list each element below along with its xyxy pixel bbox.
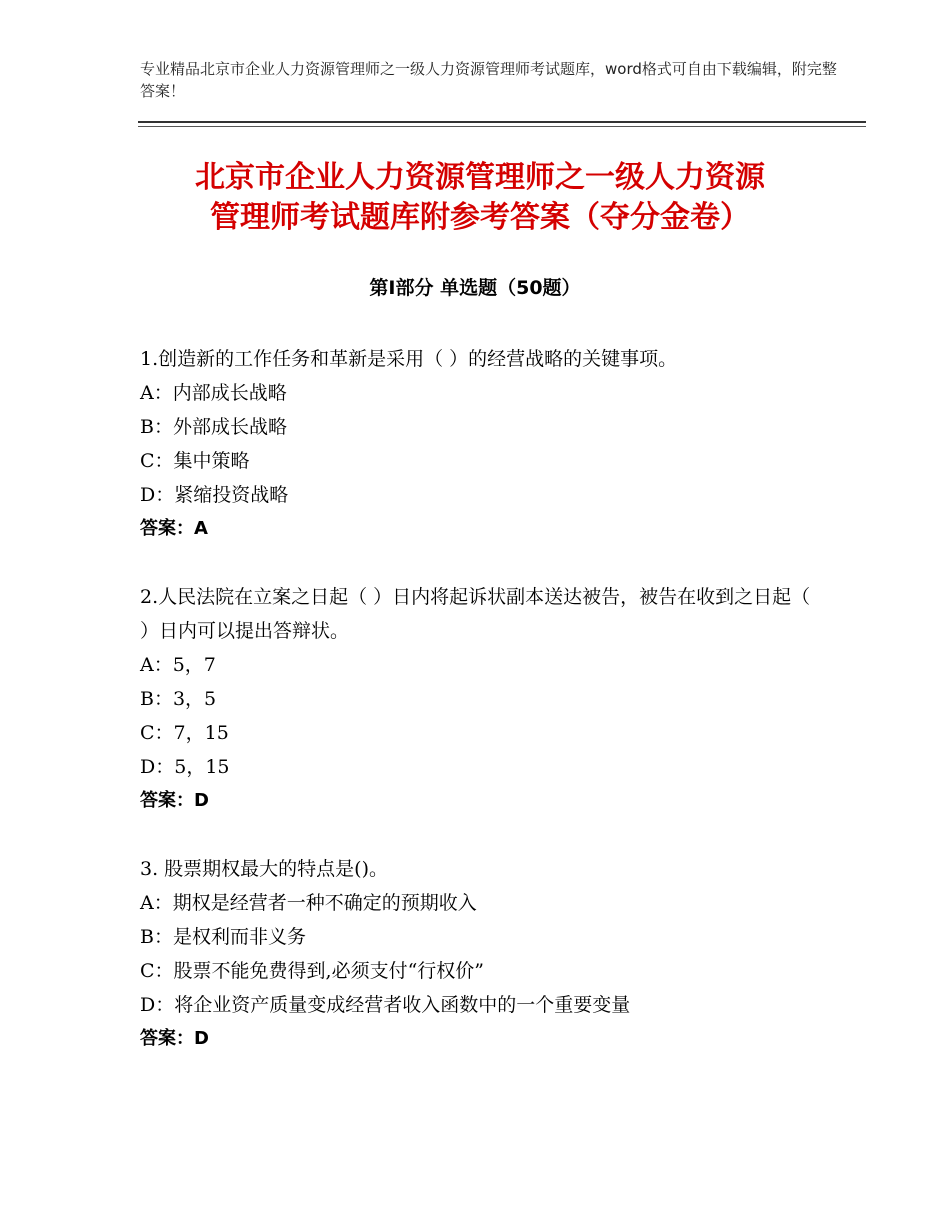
answer-label: 答案：A	[140, 518, 208, 539]
answer-label: 答案：D	[140, 790, 209, 811]
question-3	[140, 852, 820, 1056]
question-stem: 1.创造新的工作任务和革新是采用（ ）的经营战略的关键事项。	[140, 348, 678, 370]
option-d: D：将企业资产质量变成经营者收入函数中的一个重要变量	[140, 994, 631, 1016]
option-b: B：3，5	[140, 688, 217, 710]
option-c: C：集中策略	[140, 450, 250, 472]
answer-label: 答案：D	[140, 1028, 209, 1049]
option-c: C：股票不能免费得到,必须支付“行权价”	[140, 960, 485, 982]
question-stem: 2.人民法院在立案之日起（ ）日内将起诉状副本送达被告，被告在收到之日起（ ）日内可以提出答辩状。	[140, 586, 811, 642]
option-d: D：紧缩投资战略	[140, 484, 289, 506]
document-title	[140, 158, 820, 238]
header-rule-thin	[138, 126, 866, 127]
document-title-line-2: 管理师考试题库附参考答案（夺分金卷）	[210, 200, 750, 235]
question-stem: 3. 股票期权最大的特点是()。	[140, 858, 388, 880]
document-title-line-1: 北京市企业人力资源管理师之一级人力资源	[195, 160, 765, 195]
option-a: A：内部成长战略	[140, 382, 287, 404]
header-note: 专业精品北京市企业人力资源管理师之一级人力资源管理师考试题库，word格式可自由下载编辑，附完整答案！	[140, 60, 837, 100]
option-a: A：5，7	[140, 654, 216, 676]
question-1	[140, 342, 820, 546]
option-c: C：7，15	[140, 722, 229, 744]
section-title: 第Ⅰ部分 单选题（50题）	[369, 277, 581, 299]
option-d: D：5，15	[140, 756, 230, 778]
question-2	[140, 580, 820, 818]
option-b: B：外部成长战略	[140, 416, 287, 438]
header-rule-thick	[138, 121, 866, 123]
option-a: A：期权是经营者一种不确定的预期收入	[140, 892, 477, 914]
option-b: B：是权利而非义务	[140, 926, 306, 948]
